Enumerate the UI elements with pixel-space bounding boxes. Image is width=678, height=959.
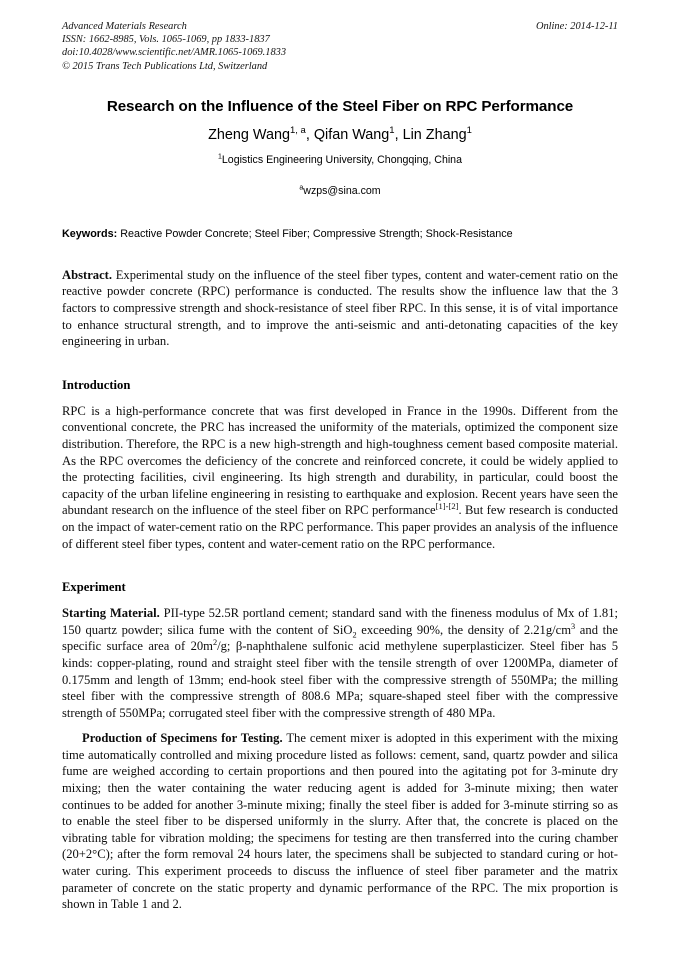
affiliation-marker: 1	[218, 153, 222, 161]
author-1-name: Zheng Wang	[208, 126, 290, 143]
starting-material-text-1: PII-type 52.5R portland cement; standard sand with the fineness modulus of Mx of 1.81; 150 quartz powder; silica fume with the content of SiO	[62, 606, 618, 637]
abstract-paragraph	[62, 267, 618, 350]
author-2-affil-marker: 1	[389, 125, 395, 137]
journal-issn: ISSN: 1662-8985, Vols. 1065-1069, pp 1833-1837	[62, 34, 270, 46]
author-2-name: , Qifan Wang	[305, 126, 390, 143]
author-1-affil-marker: 1, a	[289, 125, 306, 137]
author-3-affil-marker: 1	[466, 125, 472, 137]
journal-copyright: © 2015 Trans Tech Publications Ltd, Switzerland	[62, 60, 268, 72]
citation-reference[interactable]: [1]-[2]	[435, 501, 459, 512]
production-specimens-paragraph	[62, 730, 618, 913]
section-heading-introduction: Introduction	[62, 377, 131, 392]
introduction-paragraph	[62, 403, 618, 552]
keywords-line	[62, 227, 618, 242]
author-3-name: , Lin Zhang	[394, 126, 467, 143]
sio2-subscript: 2	[352, 630, 357, 640]
affiliation-text: Logistics Engineering University, Chongqing, China	[221, 153, 462, 166]
journal-doi: doi:10.4028/www.scientific.net/AMR.1065-1069.1833	[62, 47, 287, 59]
page-title: Research on the Influence of the Steel Fiber on RPC Performance	[106, 97, 574, 115]
email-marker: a	[299, 184, 304, 192]
introduction-text-part-2: . But few research is conducted on the impact of water-cement ratio on the RPC performance. This paper provides an analysis of the influence of different steel fiber types, content and water-cement ratio on the RPC performance.	[62, 503, 619, 551]
journal-name: Advanced Materials Research	[62, 21, 187, 32]
starting-material-text-3: and the specific surface area of 20m	[62, 622, 618, 654]
journal-header	[62, 20, 618, 73]
corresponding-email	[62, 184, 618, 198]
affiliation	[62, 153, 618, 167]
production-specimens-label: Production of Specimens for Testing.	[82, 731, 283, 746]
keywords-label: Keywords:	[62, 227, 118, 240]
square-m-superscript: 2	[212, 638, 218, 648]
abstract-text: Experimental study on the influence of the steel fiber types, content and water-cement ratio on the reactive powder concrete (RPC) performance is conducted. The results show the influence law that the 3 factors to compressive strength and shock-resistance of steel fiber RPC. In this sense, it is of vital importance to enhance structural strength, and to improve the anti-seismic and anti-detonating capacities of the key engineering in urban.	[62, 267, 618, 349]
section-heading-experiment: Experiment	[62, 580, 126, 595]
cubic-cm-superscript: 3	[571, 621, 576, 631]
online-date: Online: 2014-12-11	[535, 21, 618, 32]
starting-material-text-2: exceeding 90%, the density of 2.21g/cm	[356, 622, 572, 637]
keywords-text: Reactive Powder Concrete; Steel Fiber; Compressive Strength; Shock-Resistance	[117, 227, 513, 240]
starting-material-label: Starting Material.	[62, 606, 160, 621]
starting-material-paragraph	[62, 605, 618, 721]
introduction-text-part-1: RPC is a high-performance concrete that was first developed in France in the 1990s. Different from the conventional concrete, the PRC has increased the uniformity of the materials, optimized the component size distribution. Therefore, the RPC is a new high-strength and high-toughness cement based composite material. As the RPC overcomes the deficiency of the concrete and reinforced concrete, it could be widely applied to the protecting facilities, civil engineering. Its high strength and durability, in particular, could boost the capacity of the urban lifeline engineering in resisting to earthquake and explosion. Recent years have seen the abundant research on the influence of the steel fiber on RPC performance	[62, 403, 618, 518]
starting-material-text-4: /g; β-naphthalene sulfonic acid methylene superplasticizer. Steel fiber has 5 kinds: copper-plating, round and straight steel fiber with the tensile strength of over 1200MPa, diameter of 0.175mm and length of 13mm; end-hook steel fiber with the compressive strength of 550MPa; the milling steel fiber with the compressive strength of 808.6 MPa; square-shaped steel fiber with the compressive strength of 550MPa; corrugated steel fiber with the compressive strength of 480 MPa.	[62, 639, 618, 720]
production-specimens-text: The cement mixer is adopted in this experiment with the mixing time automatically controlled and mixing procedure listed as follows: cement, sand, quartz powder and silica fume are weighed according to certain proportions and then poured into the agitating pot for 3-minute dry mixing; then the water containing the water reducing agent is added for 3-minute mixing; then water continues to be added for another 3-minute mixing; finally the steel fiber is added for 3-minute stirring so as to enable the steel fiber to be dispersed uniformly in the slurry. After that, the concrete is placed on the vibrating table for vibration molding; the specimens for testing are then transferred into the curing chamber (20+2°C); after the form removal 24 hours later, the specimens shall be subjected to standard curing or hot-water curing. This experiment proceeds to discuss the influence of steel fiber parameter and the matrix parameter of concrete on the static property and dynamic performance of the RPC. The mix proportion is shown in Table 1 and 2.	[62, 731, 618, 912]
page-content	[62, 20, 618, 913]
author-list	[62, 126, 618, 145]
abstract-label: Abstract.	[62, 267, 113, 282]
email-text: wzps@sina.com	[303, 184, 381, 197]
